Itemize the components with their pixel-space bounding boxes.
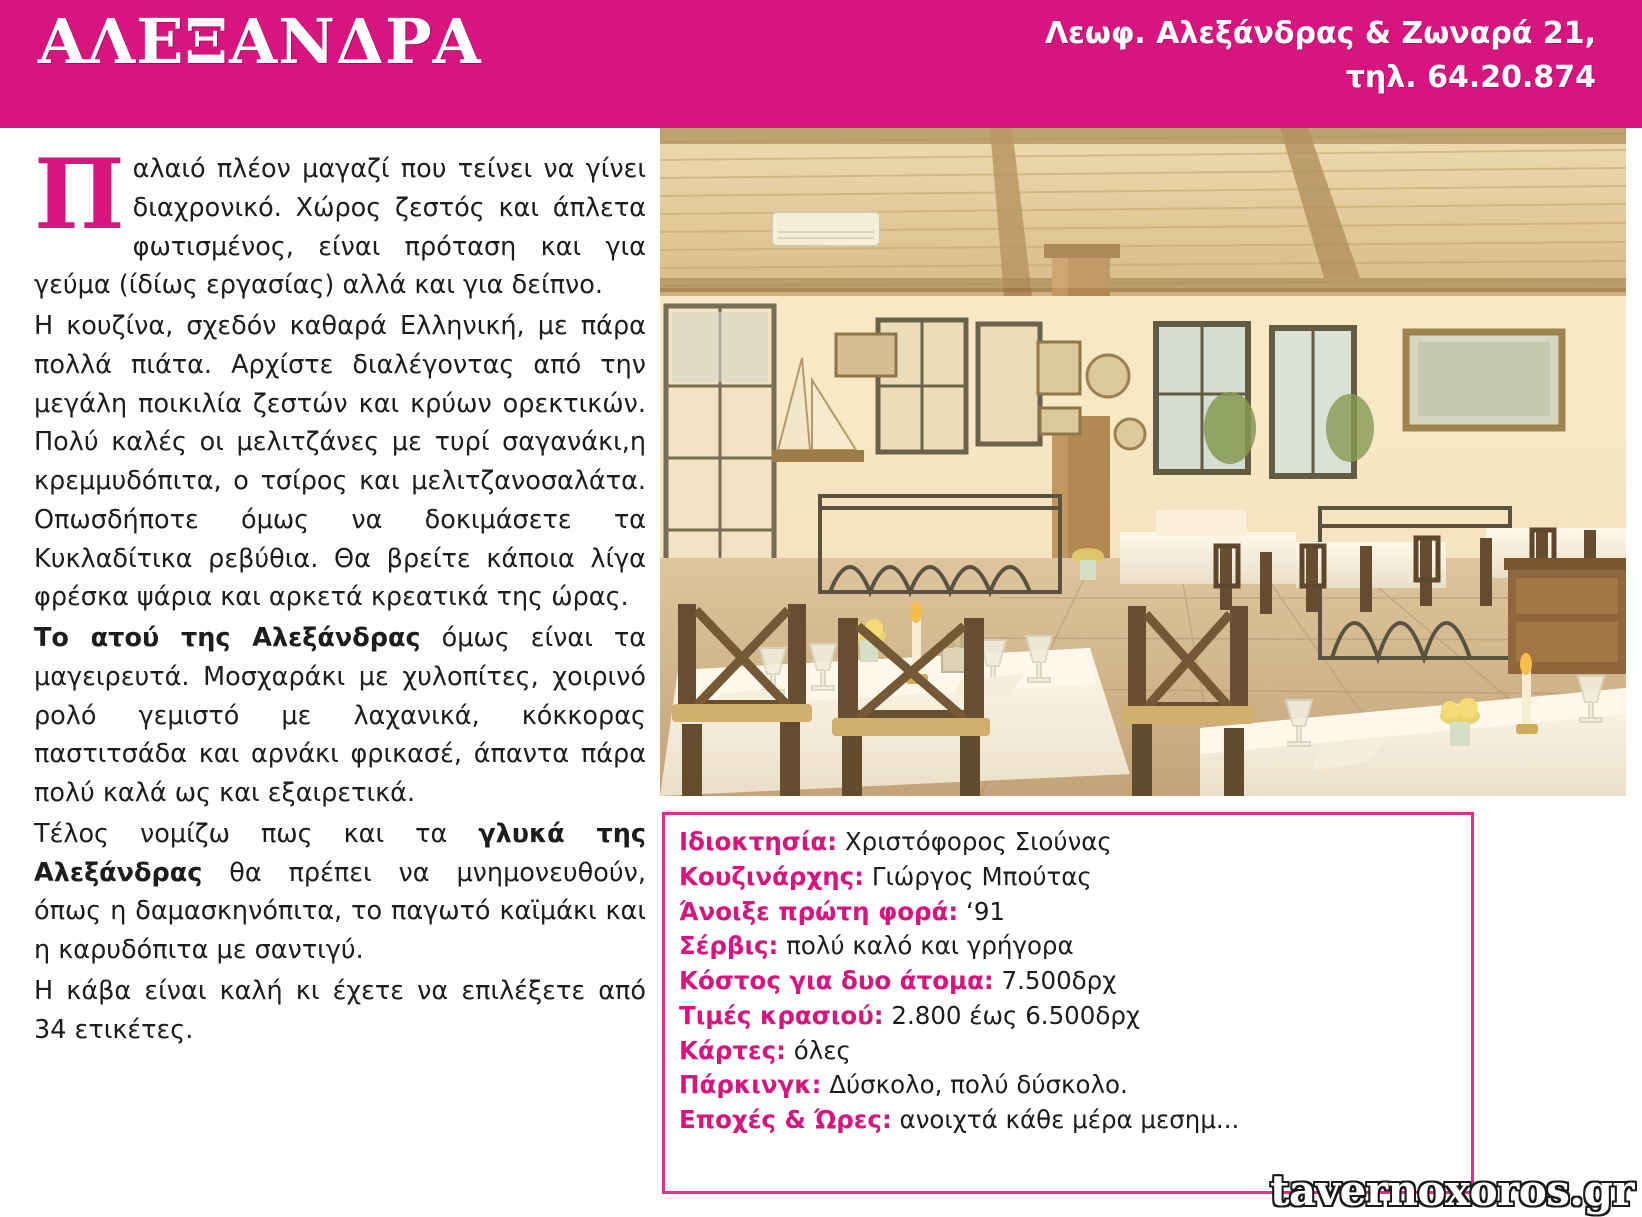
info-row-chef	[679, 860, 1457, 895]
watermark: tavernoxoros.gr	[1270, 1166, 1634, 1215]
info-label-service: Σέρβις:	[679, 931, 779, 961]
info-value-cards: όλες	[793, 1035, 851, 1065]
article-paragraph-4	[34, 815, 646, 970]
info-value-service: πολύ καλό και γρήγορα	[786, 931, 1074, 961]
header-address	[1045, 12, 1596, 99]
info-label-owner: Ιδιοκτησία:	[679, 827, 838, 856]
article-paragraph-1	[34, 138, 646, 305]
drop-cap: Π	[34, 138, 125, 251]
article-paragraph-4-text: θα πρέπει να μνημονευθούν, όπως η δαμασκηνόπιτα, το παγωτό καϊμάκι και η καρυδόπιτα με σαντιγύ.	[34, 857, 646, 965]
info-row-hours	[679, 1103, 1457, 1138]
info-label-wine-prices: Τιμές κρασιού:	[679, 1000, 884, 1030]
restaurant-photo	[660, 128, 1626, 796]
info-label-cost: Κόστος για δυο άτομα:	[679, 966, 994, 996]
info-value-opened: ‘91	[966, 896, 1005, 926]
address-phone: τηλ. 64.20.874	[1345, 59, 1596, 95]
info-label-hours: Εποχές & Ώρες:	[679, 1105, 892, 1135]
info-value-cost: 7.500δρχ	[1001, 966, 1117, 996]
info-row-cost	[679, 964, 1457, 999]
info-row-service	[679, 929, 1457, 964]
info-row-cards	[679, 1034, 1457, 1069]
info-value-hours: ανοιχτά κάθε μέρα μεσημ...	[899, 1105, 1240, 1135]
article-paragraph-3-text: όμως είναι τα μαγειρευτά. Μοσχαράκι με χυλοπίτες, χοιρινό ρολό γεμιστό με λαχανικά, κόκκορας παστιτσάδα και αρνάκι φρικασέ, άπαντα πάρα πολύ καλά ως και εξαιρετικά.	[34, 623, 646, 808]
info-value-owner: Χριστόφορος Σιούνας	[844, 827, 1112, 856]
page-title: ΑΛΕΞΑΝΔΡΑ	[38, 5, 482, 78]
header-band	[0, 0, 1642, 128]
article-paragraph-5: Η κάβα είναι καλή κι έχετε να επιλέξετε από 34 ετικέτες.	[34, 975, 646, 1045]
article-paragraph-3	[34, 619, 646, 813]
address-line-1: Λεωφ. Αλεξάνδρας & Ζωναρά 21,	[1044, 16, 1596, 51]
info-value-parking: Δύσκολο, πολύ δύσκολο.	[829, 1070, 1128, 1100]
info-value-chef: Γιώργος Μπούτας	[871, 861, 1092, 891]
info-row-wine-prices	[679, 999, 1457, 1034]
info-label-chef: Κουζινάρχης:	[679, 861, 865, 891]
article-paragraph-2: Η κουζίνα, σχεδόν καθαρά Ελληνική, με πάρα πολλά πιάτα. Αρχίστε διαλέγοντας από την μεγάλη ποικιλία ζεστών και κρύων ορεκτικών. Πολύ καλές οι μελιτζάνες με τυρί σαγανάκι,η κρεμμυδόπιτα, ο τσίρος και μελιτζανοσαλάτα. Οπωσδήποτε όμως να δοκιμάσετε τα Κυκλαδίτικα ρεβύθια. Θα βρείτε κάποια λίγα φρέσκα ψάρια και αρκετά κρεατικά της ώρας.	[34, 311, 646, 613]
info-row-parking	[679, 1068, 1457, 1103]
info-label-opened: Άνοιξε πρώτη φορά:	[679, 896, 959, 926]
info-value-wine-prices: 2.800 έως 6.500δρχ	[891, 1000, 1141, 1030]
article-body	[34, 138, 646, 1200]
article-paragraph-4-pre: Τέλος νομίζω πως και τα	[34, 818, 479, 849]
article-paragraph-1-text: αλαιό πλέον μαγαζί που τείνει να γίνει διαχρονικό. Χώρος ζεστός και άπλετα φωτισμένος, είναι πρόταση και για γεύμα (ίδίως εργασίας) αλλά και για δείπνο.	[34, 154, 646, 301]
article-paragraph-3-highlight: Το ατού της Αλεξάνδρας	[34, 623, 421, 653]
info-box	[662, 812, 1474, 1194]
article-paragraph-4-highlight: γλυκά της Αλεξάνδρας	[34, 818, 646, 888]
info-row-owner	[679, 825, 1457, 860]
info-row-opened	[679, 895, 1457, 930]
info-label-cards: Κάρτες:	[679, 1035, 786, 1065]
info-label-parking: Πάρκινγκ:	[679, 1070, 822, 1100]
